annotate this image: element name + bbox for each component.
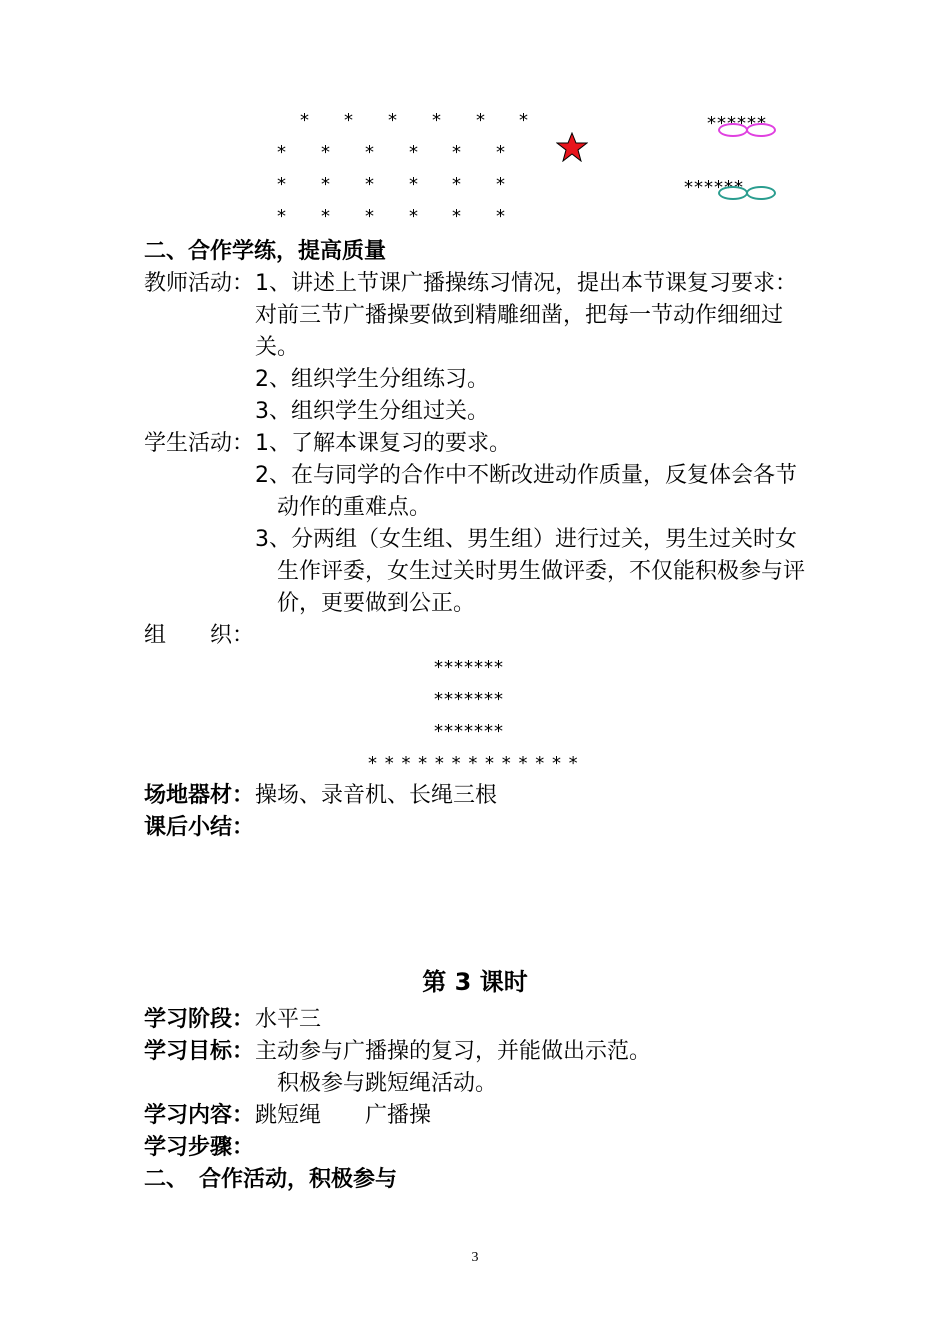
student-item: 2、在与同学的合作中不断改进动作质量，反复体会各节 [255,463,797,488]
rope-ellipse [718,123,748,137]
equipment-label: 场地器材： [144,783,255,808]
student-star: * [452,142,461,163]
goal-line: 积极参与跳短绳活动。 [277,1071,498,1096]
student-star: * [321,142,330,163]
summary-label: 课后小结： [144,815,255,840]
student-star: * [409,206,418,227]
teacher-activity-label: 教师活动： [144,271,255,296]
student-star: * [365,206,374,227]
student-item: 价，更要做到公正。 [277,591,476,616]
equipment-value: 操场、录音机、长绳三根 [255,783,498,808]
student-item: 3、分两组（女生组、男生组）进行过关，男生过关时女 [255,527,797,552]
student-star: * [388,110,397,131]
student-activity-label: 学生活动： [144,431,255,456]
formation-row: ******* [434,657,504,678]
student-star: * [452,174,461,195]
rope-ellipse [746,123,776,137]
teacher-star-icon [556,132,588,162]
steps-label: 学习步骤： [144,1135,255,1160]
student-star: * [300,110,309,131]
student-item: 1、了解本课复习的要求。 [255,431,511,456]
page-number: 3 [471,1250,479,1265]
student-item: 生作评委，女生过关时男生做评委，不仅能积极参与评 [277,559,806,584]
student-star: * [277,142,286,163]
student-star: * [452,206,461,227]
teacher-item: 关。 [255,335,300,360]
student-star: * [365,142,374,163]
student-star: * [277,206,286,227]
student-star: * [432,110,441,131]
rope-ellipse [746,186,776,200]
step-heading: 二、 合作活动，积极参与 [144,1167,398,1192]
teacher-item: 对前三节广播操要做到精雕细凿，把每一节动作细细过 [255,303,784,328]
content-label: 学习内容： [144,1103,255,1128]
right-group-top-stars: ****** [707,113,767,134]
organization-label: 组 织： [144,623,255,648]
student-star: * [365,174,374,195]
student-star: * [344,110,353,131]
goal-label: 学习目标： [144,1039,255,1064]
stage-label: 学习阶段： [144,1007,255,1032]
lesson-title: 第 3 课时 [422,968,528,996]
rope-ellipse [718,186,748,200]
student-star: * [409,142,418,163]
student-star: * [321,206,330,227]
student-star: * [496,142,505,163]
student-star: * [496,174,505,195]
student-star: * [321,174,330,195]
formation-row: ******* [434,721,504,742]
teacher-item: 2、组织学生分组练习。 [255,367,489,392]
content-value: 跳短绳 广播操 [255,1103,432,1128]
student-item: 动作的重难点。 [277,495,432,520]
student-star: * [496,206,505,227]
section-heading: 二、合作学练，提高质量 [144,239,387,264]
formation-row: ******* [434,689,504,710]
teacher-item: 1、讲述上节课广播操练习情况，提出本节课复习要求： [255,271,797,296]
student-star: * [476,110,485,131]
student-star: * [519,110,528,131]
student-star: * [409,174,418,195]
teacher-item: 3、组织学生分组过关。 [255,399,489,424]
student-star: * [277,174,286,195]
right-group-bottom-stars: ****** [684,177,744,198]
stage-value: 水平三 [255,1007,322,1032]
formation-row: * * * * * * * * * * * * * [368,753,579,774]
goal-line: 主动参与广播操的复习，并能做出示范。 [255,1039,652,1064]
